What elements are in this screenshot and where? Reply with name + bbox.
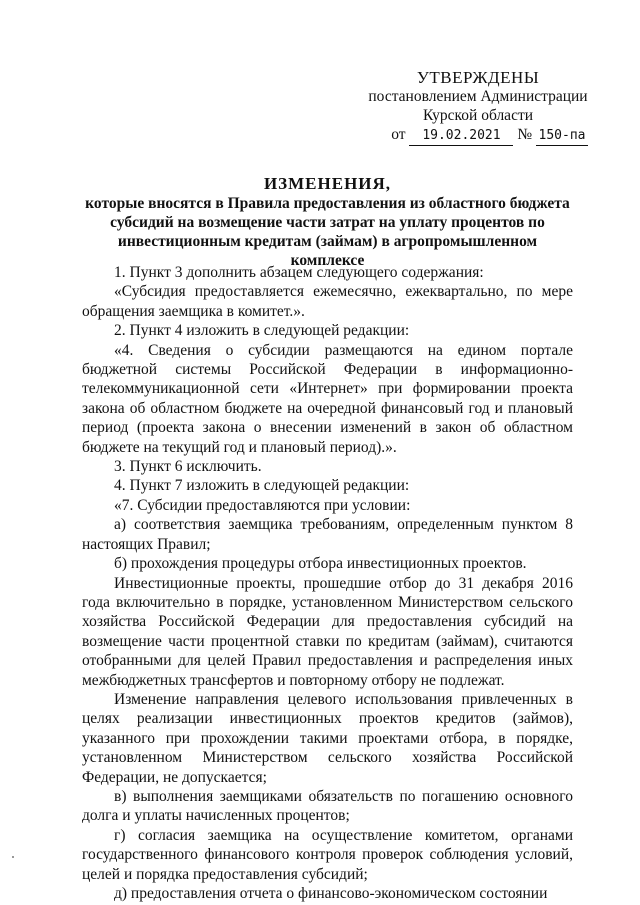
paragraph: д) предоставления отчета о финансово-экономическом состоянии	[114, 885, 548, 902]
paragraph: б) прохождения процедуры отбора инвестиционных проектов.	[114, 555, 527, 573]
paragraph: а) соответствия заемщика требованиям, определенным пунктом 8 настоящих Правил;	[82, 516, 573, 553]
document-subtitle: которые вносятся в Правила предоставления из областного бюджета субсидий на возмещение части затрат на уплату процентов по инвестиционным кредитам (займам) в агропромышленном комплексе	[85, 195, 570, 269]
paragraph: в) выполнения заемщиками обязательств по погашению основного долга и уплаты начисленных процентов;	[82, 787, 573, 825]
paragraph: 1. Пункт 3 дополнить абзацем следующего содержания:	[114, 264, 484, 281]
date-prefix: от	[391, 126, 406, 143]
paragraph: «Субсидия предоставляется ежемесячно, ежеквартально, по мере обращения заемщика в комитет.».	[82, 283, 573, 320]
paragraph: Инвестиционные проекты, прошедшие отбор до 31 декабря 2016 года включительно в порядке, установленном Министерством сельского хозяйства Российской Федерации для предоставления субсидий на возмещение части процентной ставки по кредитам (займам), считаются отобранными для целей Правил предоставления и распределения иных межбюджетных трансфертов и повторному отбору не подлежат.	[82, 574, 573, 689]
approval-date: 19.02.2021	[409, 126, 513, 146]
document-title: ИЗМЕНЕНИЯ,	[263, 174, 392, 193]
approval-block	[368, 68, 588, 146]
paragraph: 4. Пункт 7 изложить в следующей редакции:	[114, 477, 410, 495]
scan-speck	[12, 856, 14, 858]
paragraph: «7. Субсидии предоставляются при условии:	[114, 496, 411, 514]
document-heading	[80, 174, 575, 270]
number-prefix: №	[517, 126, 533, 143]
paragraph: Изменение направления целевого использования привлеченных в целях реализации инвестиционных проектов кредитов (займов), указанного при прохождении такими проектами отбора, в порядке, установленном Министерством сельского хозяйства Российской Федерации, не допускается;	[82, 690, 573, 786]
approval-date-line	[368, 125, 588, 146]
approval-region: Курской области	[422, 107, 534, 124]
paragraph: 3. Пункт 6 исключить.	[114, 458, 262, 476]
paragraph: «4. Сведения о субсидии размещаются на едином портале бюджетной системы Российской Федерации в информационно-телекоммуникационной сети «Интернет» при формировании проекта закона об областном бюджете на очередной финансовый год и плановый период (проекта закона о внесении изменений в закон об областном бюджете на текущий год и плановый период).».	[82, 341, 573, 456]
approval-title: УТВЕРЖДЕНЫ	[416, 68, 540, 87]
paragraph: 2. Пункт 4 изложить в следующей редакции:	[114, 322, 410, 340]
approval-number: 150-па	[536, 126, 588, 146]
document-body	[82, 263, 573, 903]
approval-issuer: постановлением Администрации	[368, 88, 588, 105]
paragraph: г) согласия заемщика на осуществление комитетом, органами государственного финансового контроля проверок соблюдения условий, целей и порядка предоставления субсидий;	[82, 826, 573, 883]
